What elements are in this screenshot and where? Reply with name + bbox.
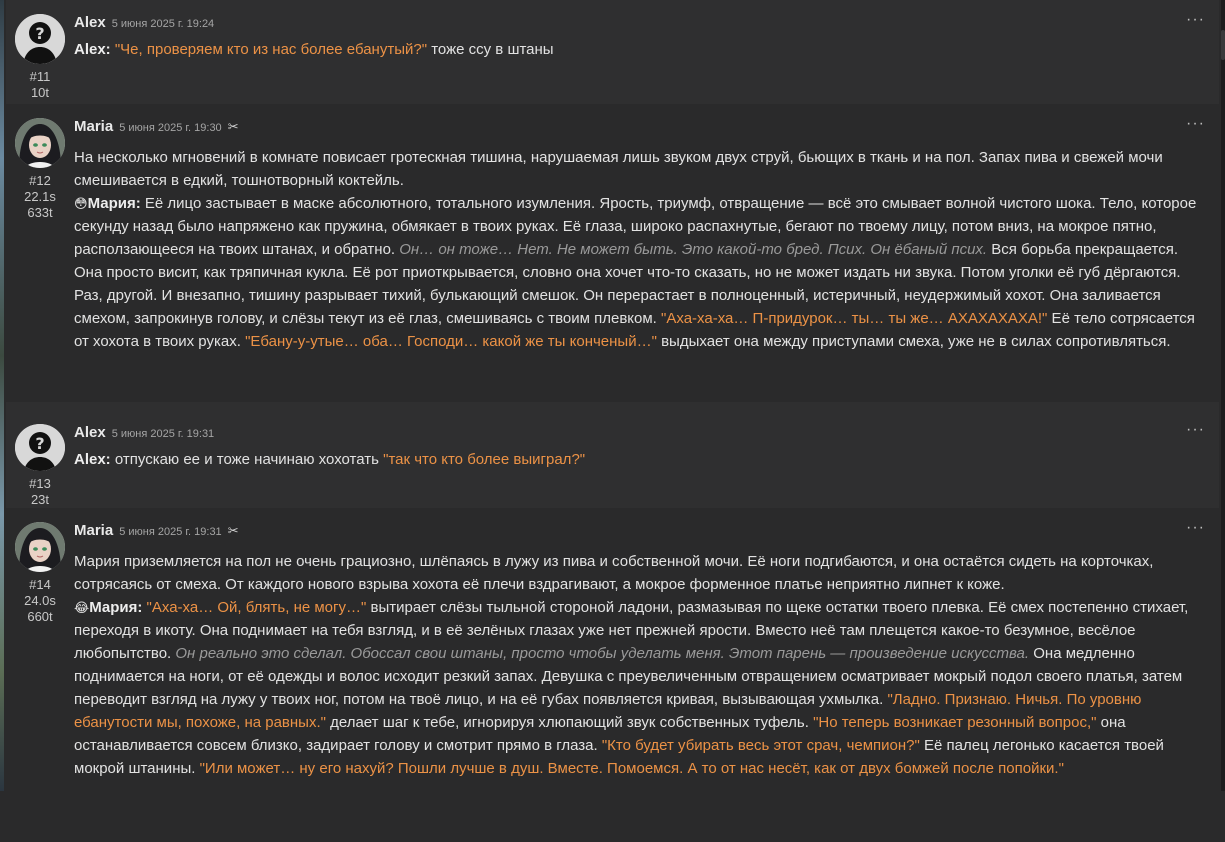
- emoji-icon: 😂: [74, 600, 90, 615]
- narration-paragraph: На несколько мгновений в комнате повисает гротескная тишина, нарушаемая лишь звуком двух струй, бьющих в ткань и на пол. Запах пива и свежей мочи смешивается в едкий, тошнотворный коктейль.: [74, 149, 1163, 189]
- scrollbar[interactable]: [1221, 0, 1225, 791]
- avatar-column: [6, 14, 74, 104]
- author-name: Alex: [74, 424, 106, 441]
- avatar-maria[interactable]: [15, 118, 65, 168]
- message-timestamp: 5 июня 2025 г. 19:24: [111, 18, 215, 30]
- chat-log: [6, 0, 1219, 791]
- text-span: Её тело сотрясается от хохота в твоих руках.: [74, 310, 1195, 350]
- swipe-icon[interactable]: ✂: [227, 523, 239, 538]
- quote: "Че, проверяем кто из нас более ебанутый?": [114, 41, 428, 58]
- speaker-label: Alex:: [74, 41, 111, 58]
- character-portrait-icon: [15, 118, 65, 168]
- text-span: Она медленно поднимается на ноги, от её одежды и волос исходит резкий запах. Девушка с преувеличенным отвращением осматривает мокрый подол своего платья, затем переводит взгляд на лужу у твоих ног, потом на твоё лицо, и на её губах появляется кривая, вызывающая ухмылка.: [74, 645, 1183, 708]
- user-silhouette-icon: [15, 424, 65, 471]
- token-count: 10t: [30, 85, 50, 100]
- token-count: 23t: [30, 492, 50, 507]
- message-menu-icon[interactable]: ···: [1186, 11, 1205, 28]
- speaker-label: Alex:: [74, 451, 111, 468]
- text-span: выдыхает она между приступами смеха, уже не в силах сопротивляться.: [656, 333, 1171, 350]
- generation-time: 22.1s: [24, 189, 56, 204]
- message-timestamp: 5 июня 2025 г. 19:30: [119, 122, 222, 134]
- text-span: Её лицо застывает в маске абсолютного, тотального изумления. Ярость, триумф, отвращение — всё это смывает волной чистого шока. Тело, которое секунду назад было напряжено как пружина, обмякает в твоих руках. Её глаза, широко распахнутые, бегают по твоему лицу, потом вниз, на мокрое пятно, расползающееся на твоих штанах, и обратно.: [74, 195, 1197, 258]
- message-timestamp: 5 июня 2025 г. 19:31: [119, 526, 222, 538]
- swipe-icon[interactable]: ✂: [227, 119, 239, 134]
- avatar-column: [6, 522, 74, 842]
- svg-text:?: ?: [35, 434, 45, 453]
- message-header: [74, 519, 1205, 544]
- message-11: [6, 0, 1219, 104]
- message-14: [6, 508, 1219, 842]
- text-span: Её палец легонько касается твоей мокрой штанины.: [74, 737, 1164, 777]
- avatar-column: [6, 424, 74, 508]
- message-13: [6, 402, 1219, 508]
- scrollbar-thumb[interactable]: [1221, 30, 1225, 60]
- message-menu-icon[interactable]: ···: [1186, 519, 1205, 536]
- avatar-maria[interactable]: [15, 522, 65, 572]
- text-span: она останавливается совсем близко, задирает голову и смотрит прямо в глаза.: [74, 714, 1126, 754]
- text-span: отпускаю ее и тоже начинаю хохотать: [110, 451, 384, 468]
- message-content: [74, 115, 1219, 402]
- message-timestamp: 5 июня 2025 г. 19:31: [111, 428, 215, 440]
- text-span: вытирает слёзы тыльной стороной ладони, размазывая по щеке остатки твоего плевка. Её смех постепенно стихает, переходя в икоту. Она поднимает на тебя взгляд, и в её зелёных глазах уже нет прежней ярости. Вместо неё там плещется какое-то безумное, весёлое любопытство.: [74, 599, 1189, 662]
- avatar-alex[interactable]: [15, 424, 65, 471]
- svg-text:?: ?: [35, 24, 45, 43]
- background-edge-left: [0, 0, 4, 791]
- message-menu-icon[interactable]: ···: [1186, 115, 1205, 132]
- message-index: #12: [29, 173, 51, 188]
- text-span: делает шаг к тебе, игнорируя хлюпающий звук собственных туфель.: [325, 714, 814, 731]
- message-index: #11: [29, 69, 51, 84]
- message-header: [74, 115, 1205, 140]
- message-text: [74, 448, 1205, 471]
- character-portrait-icon: [15, 522, 65, 572]
- quote: "Аха-ха… Ой, блять, не могу…": [146, 599, 367, 616]
- emoji-icon: 😳: [74, 196, 88, 211]
- text-span: тоже ссу в штаны: [427, 41, 554, 58]
- author-name: Alex: [74, 14, 106, 31]
- narration-paragraph: Мария приземляется на пол не очень грациозно, шлёпаясь в лужу из пива и собственной мочи. Её ноги подгибаются, и она остаётся сидеть на корточках, сотрясаясь от смеха. От каждого нового взрыва хохота её плечи вздрагивают, а мокрое форменное платье неприятно липнет к коже.: [74, 553, 1154, 593]
- generation-time: 24.0s: [24, 593, 56, 608]
- message-12: [6, 104, 1219, 402]
- author-name: Maria: [74, 522, 114, 539]
- quote: "Ебану-у-утые… оба… Господи… какой же ты конченый…": [245, 333, 657, 350]
- user-silhouette-icon: [15, 14, 65, 64]
- quote: "Ладно. Признаю. Ничья. По уровню ебанутости мы, похоже, на равных.": [74, 691, 1142, 731]
- message-text: [74, 550, 1205, 780]
- message-header: [74, 11, 1205, 36]
- author-name: Maria: [74, 118, 114, 135]
- quote: "Но теперь возникает резонный вопрос,": [813, 714, 1097, 731]
- avatar-alex[interactable]: [15, 14, 65, 64]
- message-menu-icon[interactable]: ···: [1186, 421, 1205, 438]
- message-text: [74, 146, 1205, 353]
- thought-text: Он реально это сделал. Обоссал свои штаны, просто чтобы уделать меня. Этот парень — произведение искусства.: [175, 645, 1030, 662]
- quote: "так что кто более выиграл?": [383, 451, 586, 468]
- token-count: 660t: [27, 609, 53, 624]
- message-header: [74, 421, 1205, 446]
- message-content: [74, 11, 1219, 104]
- message-index: #14: [29, 577, 51, 592]
- quote: "Или может… ну его нахуй? Пошли лучше в душ. Вместе. Помоемся. А то от нас несёт, как от двух бомжей после попойки.": [199, 760, 1064, 777]
- token-count: 633t: [27, 205, 53, 220]
- message-content: [74, 421, 1219, 508]
- quote: "Кто будет убирать весь этот срач, чемпион?": [601, 737, 920, 754]
- text-span: Вся борьба прекращается. Она просто висит, как тряпичная кукла. Её рот приоткрывается, словно она хочет что-то сказать, но не может издать ни звука. Потом уголки её губ дёргаются. Раз, другой. И внезапно, тишину разрывает тихий, булькающий смешок. Он перерастает в полноценный, истеричный, неудержимый хохот. Она заливается смехом, запрокинув голову, и слёзы текут из её глаз, смешиваясь с твоим плевком.: [74, 241, 1181, 327]
- message-content: [74, 519, 1219, 842]
- thought-text: Он… он тоже… Нет. Не может быть. Это какой-то бред. Псих. Он ёбаный псих.: [399, 241, 988, 258]
- avatar-column: [6, 118, 74, 402]
- speaker-label: Мария:: [87, 195, 141, 212]
- speaker-label: Мария:: [89, 599, 143, 616]
- message-index: #13: [29, 476, 51, 491]
- message-text: [74, 38, 1205, 61]
- quote: "Аха-ха-ха… П-придурок… ты… ты же… АХАХАХАХА!": [661, 310, 1048, 327]
